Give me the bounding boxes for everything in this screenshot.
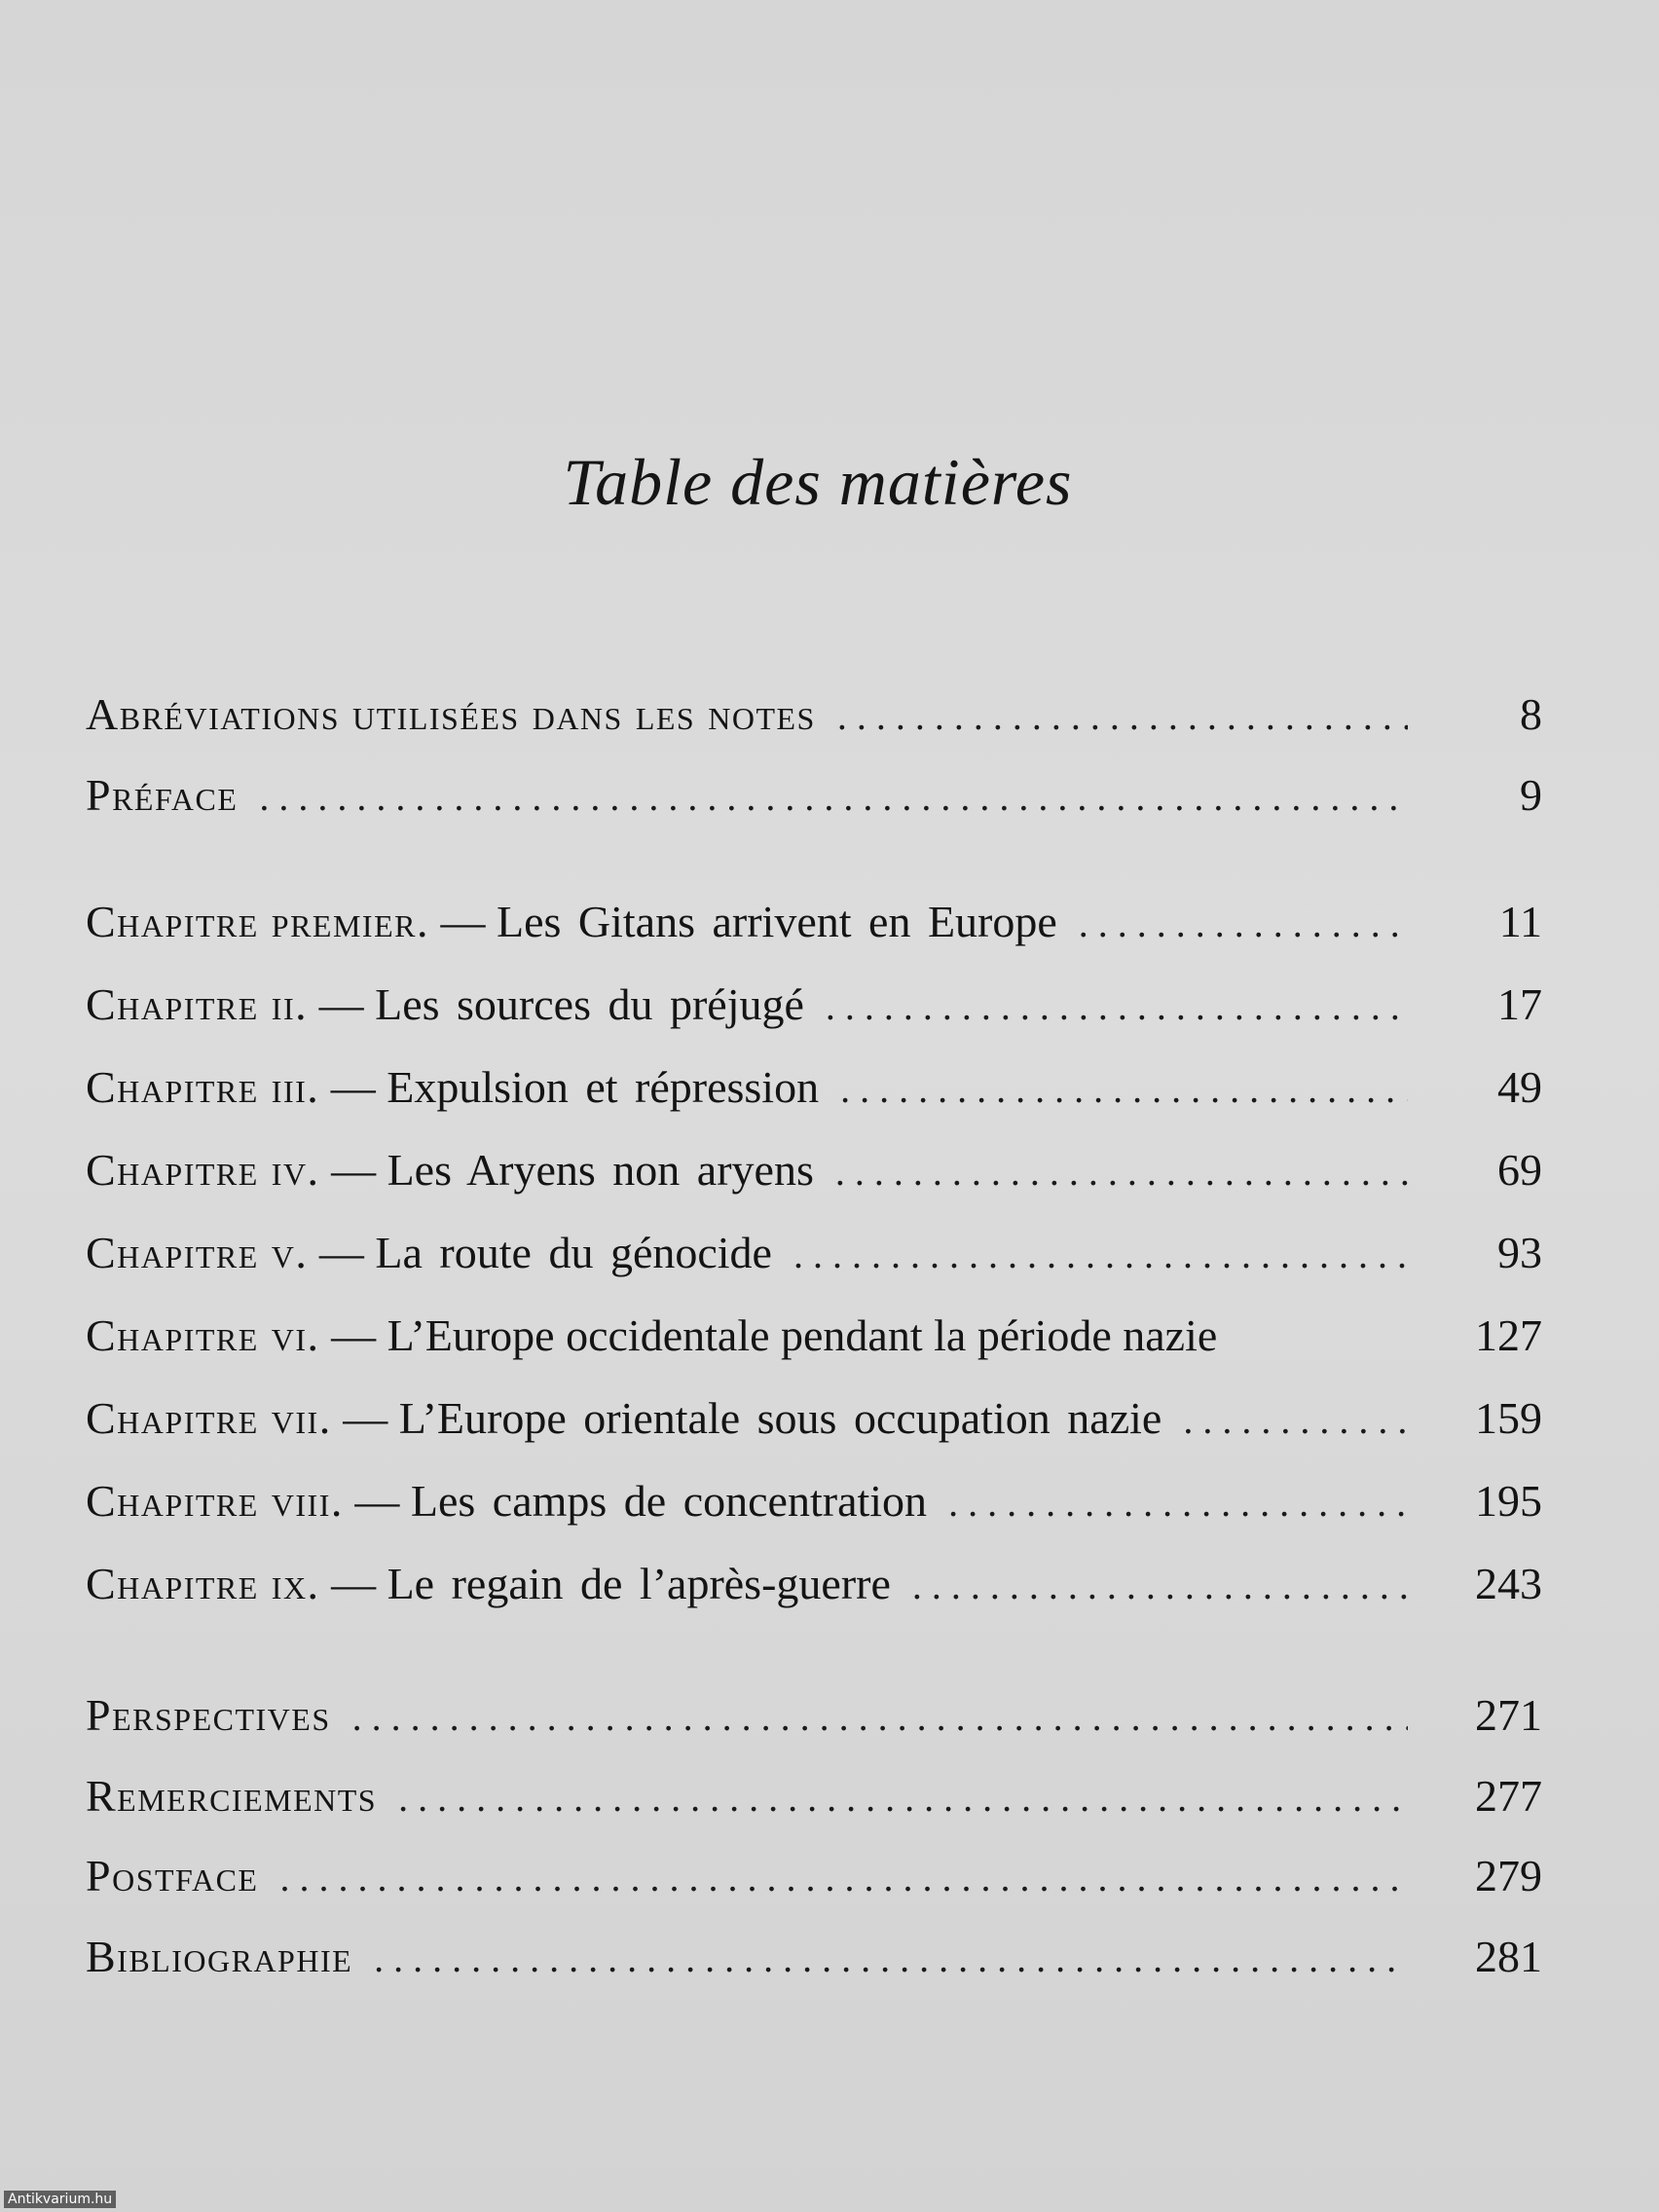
dot-leader	[374, 1936, 1408, 1981]
toc-chapter-label: Chapitre vi.	[86, 1310, 320, 1360]
toc-page-number: 11	[1498, 897, 1542, 946]
dot-leader	[840, 1066, 1408, 1112]
toc-dash: —	[319, 1310, 387, 1360]
toc-page-number: 277	[1475, 1771, 1542, 1821]
toc-page-number: 271	[1475, 1690, 1542, 1740]
toc-entry-chapter-4	[86, 1144, 1542, 1212]
toc-page-number: 243	[1475, 1559, 1542, 1608]
toc-page-number: 195	[1475, 1476, 1542, 1526]
toc-chapter-label: Chapitre ix.	[86, 1559, 320, 1608]
toc-entry-chapter-2	[86, 978, 1542, 1047]
dot-leader	[826, 983, 1408, 1029]
toc-page-number: 127	[1475, 1310, 1542, 1360]
toc-entry-chapter-9	[86, 1558, 1542, 1626]
toc-chapter-title: Le regain de l’après-guerre	[387, 1559, 891, 1608]
toc-chapter-title: Les Aryens non aryens	[387, 1145, 814, 1195]
toc-dash: —	[319, 1559, 387, 1608]
toc-chapter-label: Chapitre premier.	[86, 897, 429, 946]
toc-page-number: 93	[1497, 1228, 1542, 1277]
toc-chapter-label: Chapitre iv.	[86, 1145, 320, 1195]
dot-leader	[793, 1232, 1408, 1277]
toc-chapter-title: L’Europe orientale sous occupation nazie	[398, 1393, 1162, 1443]
toc-entry-label: Préface	[86, 770, 239, 820]
toc-dash: —	[343, 1476, 411, 1526]
toc-dash: —	[331, 1393, 399, 1443]
page-title: Table des matières	[563, 445, 1073, 519]
toc-entry-postface	[86, 1850, 1542, 1918]
dot-leader	[398, 1775, 1408, 1821]
toc-chapter-title: Les camps de concentration	[410, 1476, 928, 1526]
toc-page-number: 17	[1497, 979, 1542, 1029]
dot-leader	[259, 774, 1408, 820]
toc-entry-label: Remerciements	[86, 1771, 378, 1821]
toc-entry-chapter-7	[86, 1392, 1542, 1460]
toc-entry-chapter-3	[86, 1061, 1542, 1129]
dot-leader	[837, 693, 1408, 739]
dot-leader	[835, 1149, 1408, 1195]
toc-entry-perspectives	[86, 1689, 1542, 1757]
toc-entry-chapter-1	[86, 896, 1542, 964]
toc-chapter-title: Les sources du préjugé	[375, 979, 804, 1029]
toc-chapter-label: Chapitre v.	[86, 1228, 309, 1277]
toc-chapter-title: Expulsion et répression	[387, 1062, 820, 1112]
toc-dash: —	[319, 1145, 387, 1195]
toc-entry-preface	[86, 769, 1542, 837]
toc-page-number: 8	[1520, 689, 1542, 739]
toc-dash: —	[308, 1228, 376, 1277]
toc-page-number: 49	[1497, 1062, 1542, 1112]
toc-dash: —	[428, 897, 497, 946]
toc-entry-label: Postface	[86, 1851, 259, 1900]
toc-chapter-title: Les Gitans arrivent en Europe	[496, 897, 1057, 946]
dot-leader	[912, 1563, 1408, 1608]
toc-entry-chapter-8	[86, 1475, 1542, 1543]
toc-entry-label: Perspectives	[86, 1690, 331, 1740]
toc-page-number: 69	[1497, 1145, 1542, 1195]
toc-page-number: 281	[1475, 1932, 1542, 1981]
toc-entry-chapter-6	[86, 1309, 1542, 1378]
toc-entry-chapter-5	[86, 1227, 1542, 1295]
dot-leader	[352, 1694, 1408, 1740]
dot-leader	[279, 1855, 1408, 1900]
toc-page-number: 159	[1475, 1393, 1542, 1443]
toc-page-number: 9	[1520, 770, 1542, 820]
toc-entry-label: Bibliographie	[86, 1932, 353, 1981]
watermark-label: Antikvarium.hu	[4, 2191, 116, 2208]
dot-leader	[948, 1480, 1408, 1526]
toc-page-number: 279	[1475, 1851, 1542, 1900]
toc-entry-abbreviations	[86, 688, 1542, 756]
toc-chapter-title: L’Europe occidentale pendant la période nazie	[387, 1310, 1218, 1360]
toc-chapter-label: Chapitre viii.	[86, 1476, 344, 1526]
toc-entry-label: Abréviations utilisées dans les notes	[86, 689, 816, 739]
dot-leader	[1183, 1397, 1408, 1443]
toc-chapter-label: Chapitre vii.	[86, 1393, 332, 1443]
toc-chapter-title: La route du génocide	[375, 1228, 772, 1277]
dot-leader	[1079, 901, 1408, 946]
toc-dash: —	[319, 1062, 387, 1112]
toc-entry-acknowledgements	[86, 1770, 1542, 1838]
toc-chapter-label: Chapitre ii.	[86, 979, 309, 1029]
toc-chapter-label: Chapitre iii.	[86, 1062, 320, 1112]
toc-dash: —	[308, 979, 376, 1029]
toc-entry-bibliography	[86, 1931, 1542, 1999]
